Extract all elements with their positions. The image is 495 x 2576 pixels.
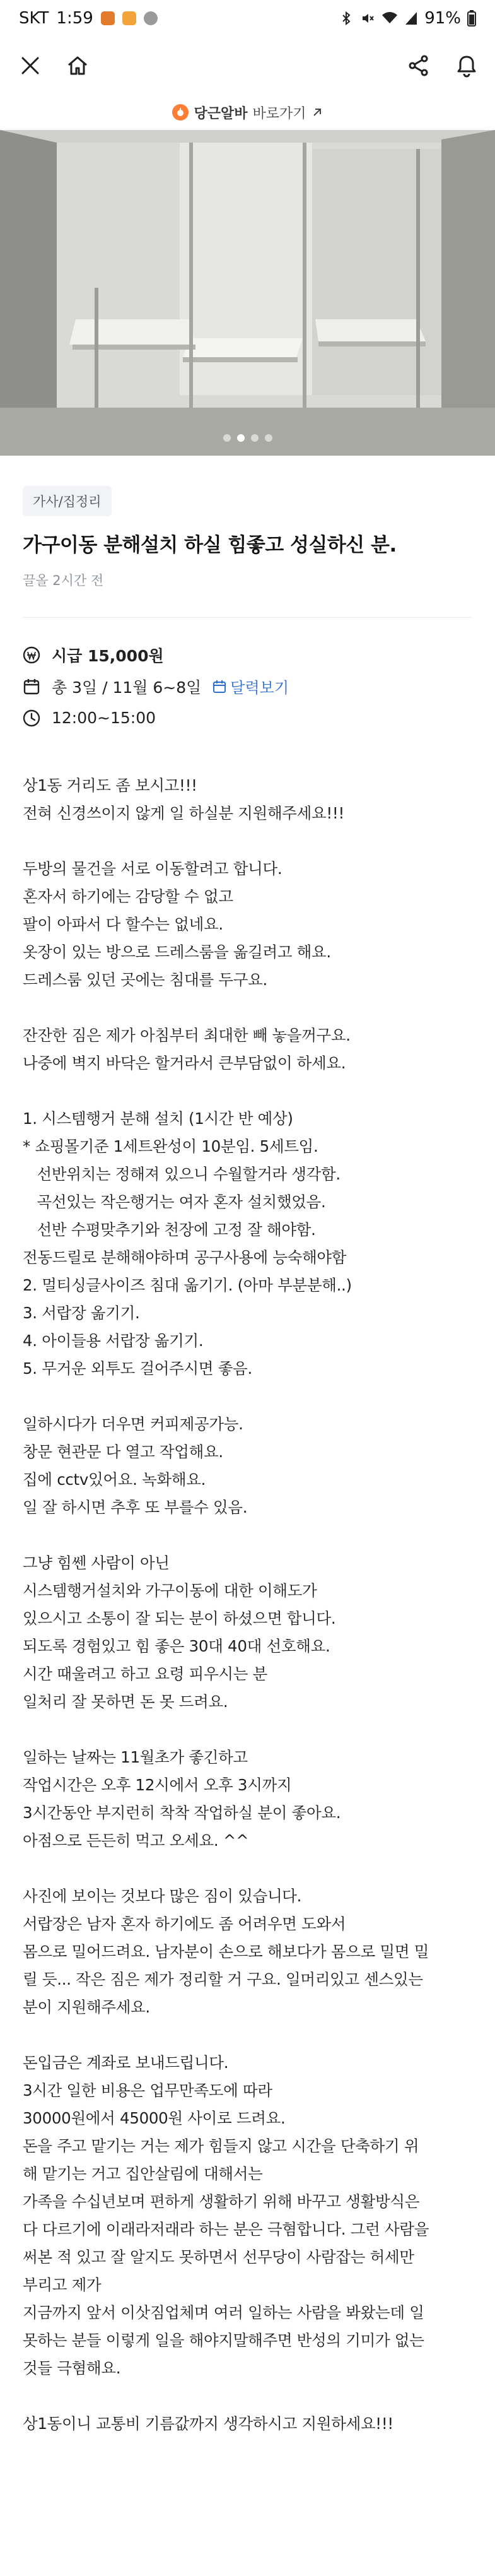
body-line: 지금까지 앞서 이삿짐업체며 여러 일하는 사람을 봐왔는데 일: [23, 2303, 424, 2322]
carousel-dot: [223, 434, 231, 442]
body-line: 3시간 일한 비용은 업무만족도에 따라: [23, 2081, 272, 2100]
wifi-icon: [381, 11, 398, 26]
paragraph-gap: [23, 1383, 472, 1410]
body-line: 팔이 아파서 다 할수는 없네요.: [23, 914, 223, 933]
body-line: 것들 극혐해요.: [23, 2358, 121, 2377]
brand-link-label: 바로가기: [252, 105, 306, 122]
body-line: 써본 적 있고 잘 알지도 못하면서 선무당이 사람잡는 허세만: [23, 2247, 414, 2266]
daangn-alba-banner[interactable]: [0, 95, 495, 130]
body-line: 2. 멀티싱글사이즈 침대 옮기기. (아마 부분분해..): [23, 1275, 352, 1294]
body-line: 일 잘 하시면 추후 또 부를수 있음.: [23, 1498, 248, 1516]
body-line: 서랍장은 남자 혼자 하기에도 좀 어려우면 도와서: [23, 1914, 346, 1933]
carrier-label: SKT: [19, 9, 49, 28]
brand-name: 당근알바: [194, 105, 248, 122]
body-line: 5. 무거운 외투도 걸어주시면 좋음.: [23, 1359, 252, 1378]
body-line: 돈을 주고 맡기는 거는 제가 힘들지 않고 시간을 단축하기 위: [23, 2136, 419, 2155]
paragraph-gap: [23, 827, 472, 855]
body-line: 나중에 벽지 바닥은 할거라서 큰부담없이 하세요.: [23, 1053, 346, 1072]
body-line: 작업시간은 오후 12시에서 오후 3시까지: [23, 1775, 292, 1794]
paragraph-gap: [23, 1521, 472, 1549]
body-line: 릴 듯... 작은 짐은 제가 정리할 거 구요. 일머리있고 센스있는: [23, 1970, 423, 1988]
paragraph-gap: [23, 1716, 472, 1744]
body-line: 드레스룸 있던 곳에는 침대를 두구요.: [23, 970, 267, 989]
body-line: 상1동이니 교통비 기름값까지 생각하시고 지원하세요!!!: [23, 2414, 393, 2433]
bell-icon[interactable]: [455, 54, 479, 78]
paragraph-gap: [23, 994, 472, 1022]
body-line: 아점으로 든든히 먹고 오세요. ^^: [23, 1831, 249, 1850]
carousel-indicator: [0, 434, 495, 442]
body-line: 다 다르기에 이래라저래라 하는 분은 극혐합니다. 그런 사람을: [23, 2219, 429, 2238]
body-line: 두방의 물건을 서로 이동할려고 합니다.: [23, 859, 282, 878]
schedule-text: 총 3일 / 11월 6~8일: [52, 678, 202, 697]
body-line: 분이 지원해주세요.: [23, 1997, 150, 2016]
paragraph-gap: [23, 1077, 472, 1105]
body-line: 있으시고 소통이 잘 되는 분이 하셨으면 합니다.: [23, 1609, 336, 1628]
more-notifications-icon: [144, 11, 158, 25]
schedule-row: [23, 671, 472, 702]
body-line: 선반 수평맞추기와 천장에 고정 잘 해야함.: [23, 1220, 316, 1239]
body-line: * 쇼핑몰기준 1세트완성이 10분임. 5세트임.: [23, 1137, 318, 1155]
post-title: 가구이동 분해설치 하실 힘좋고 성실하신 분.: [23, 534, 397, 557]
body-line: 창문 현관문 다 열고 작업해요.: [23, 1442, 223, 1461]
carousel-dot-active: [237, 434, 245, 442]
paragraph-gap: [23, 1855, 472, 1882]
body-line: 전혀 신경쓰이지 않게 일 하실분 지원해주세요!!!: [23, 803, 344, 822]
calendar-link[interactable]: [213, 675, 289, 697]
home-icon[interactable]: [66, 54, 90, 78]
bluetooth-icon: [339, 11, 354, 26]
paragraph-gap: [23, 2382, 472, 2410]
status-right: [339, 9, 476, 28]
close-icon[interactable]: [19, 54, 42, 77]
body-line: 곡선있는 작은행거는 여자 혼자 설치했었음.: [23, 1192, 326, 1211]
closet-photo: [0, 130, 495, 456]
body-line: 1. 시스템행거 분해 설치 (1시간 반 예상): [23, 1109, 293, 1128]
body-line: 상1동 거리도 좀 보시고!!!: [23, 776, 197, 795]
won-icon: [23, 646, 40, 664]
status-bar: [0, 0, 495, 37]
body-line: 부리고 제가: [23, 2275, 102, 2294]
post-content: [0, 456, 495, 2438]
body-line: 해 맡기는 거고 집안살림에 대해서는: [23, 2164, 263, 2183]
signal-icon: [404, 11, 418, 26]
battery-icon: [467, 10, 476, 27]
body-line: 옷장이 있는 방으로 드레스룸을 옮길려고 해요.: [23, 942, 331, 961]
body-line: 30000원에서 45000원 사이로 드려요.: [23, 2108, 286, 2127]
body-line: 전동드릴로 분해해야하며 공구사용에 능숙해야함: [23, 1248, 347, 1267]
notification-app-icon-2: [122, 11, 136, 25]
body-line: 돈입금은 계좌로 보내드립니다.: [23, 2053, 229, 2072]
app-bar-right: [407, 54, 479, 78]
app-bar-left: [19, 54, 90, 78]
body-line: 시스템행거설치와 가구이동에 대한 이해도가: [23, 1581, 317, 1600]
body-line: 4. 아이들용 서랍장 옮기기.: [23, 1331, 204, 1350]
body-line: 가족을 수십년보며 편하게 생활하기 위해 바꾸고 생활방식은: [23, 2192, 420, 2211]
body-line: 되도록 경험있고 힘 좋은 30대 40대 선호해요.: [23, 1636, 330, 1655]
wage-text: 시급 15,000원: [52, 646, 164, 665]
calendar-link-icon: [213, 680, 226, 694]
carousel-dot: [265, 434, 272, 442]
body-line: 혼자서 하기에는 감당할 수 없고: [23, 887, 233, 906]
body-line: 3. 서랍장 옮기기.: [23, 1303, 140, 1322]
body-line: 일하시다가 더우면 커피제공가능.: [23, 1414, 243, 1433]
body-line: 그냥 힘쎈 사람이 아닌: [23, 1553, 170, 1572]
post-image-carousel[interactable]: [0, 130, 495, 456]
calendar-icon: [23, 678, 40, 695]
daangn-logo-icon: [172, 104, 189, 121]
share-icon[interactable]: [407, 54, 431, 78]
body-line: 집에 cctv있어요. 녹화해요.: [23, 1470, 206, 1489]
battery-percent: 91%: [424, 9, 461, 28]
paragraph-gap: [23, 2021, 472, 2049]
body-line: 몸으로 밀어드려요. 남자분이 손으로 해보다가 몸으로 밀면 밀: [23, 1942, 429, 1961]
body-line: 3시간동안 부지런히 착착 작업하실 분이 좋아요.: [23, 1803, 341, 1822]
mute-icon: [360, 11, 375, 26]
app-bar: [0, 37, 495, 95]
body-line: 선반위치는 정해져 있으니 수월할거라 생각함.: [23, 1164, 341, 1183]
arrow-up-right-icon: [312, 107, 323, 118]
body-line: 못하는 분들 이렇게 일을 해야지말해주면 반성의 기미가 없는: [23, 2331, 424, 2349]
hours-row: [23, 702, 472, 734]
job-info: [23, 618, 472, 734]
clock-icon: [23, 709, 40, 727]
body-line: 일처리 잘 못하면 돈 못 드려요.: [23, 1692, 228, 1711]
body-line: 시간 때울려고 하고 요령 피우시는 분: [23, 1664, 267, 1683]
hours-text: 12:00~15:00: [52, 709, 156, 728]
notification-app-icon: [101, 11, 115, 25]
carousel-dot: [251, 434, 259, 442]
clock-time: 1:59: [56, 9, 93, 28]
body-line: 사진에 보이는 것보다 많은 짐이 있습니다.: [23, 1886, 302, 1905]
wage-row: [23, 639, 472, 671]
post-body: [23, 772, 472, 2438]
category-badge[interactable]: 가사/집정리: [23, 486, 112, 516]
body-line: 일하는 날짜는 11월초가 좋긴하고: [23, 1747, 248, 1766]
status-left: [19, 9, 158, 28]
body-line: 잔잔한 짐은 제가 아침부터 최대한 빼 놓을꺼구요.: [23, 1025, 351, 1044]
post-meta: 끌올 2시간 전: [23, 572, 104, 588]
calendar-link-label: 달력보기: [230, 679, 289, 697]
